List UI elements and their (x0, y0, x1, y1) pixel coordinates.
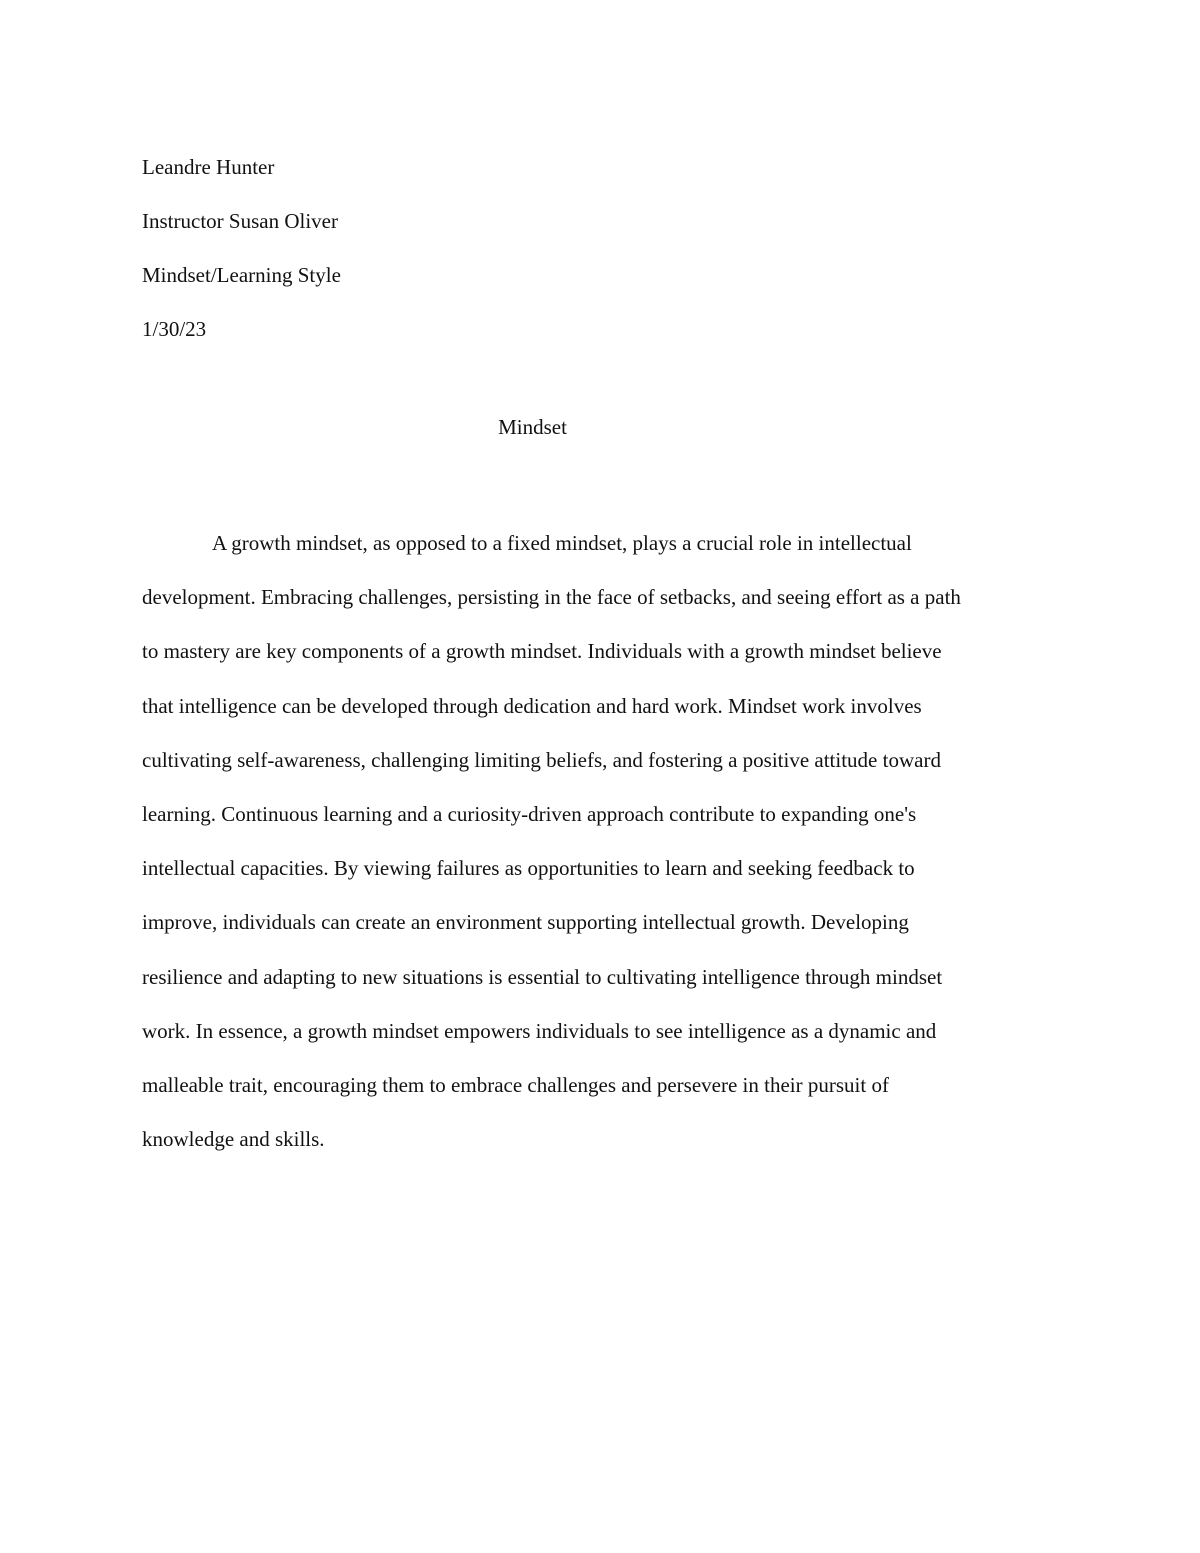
course-title: Mindset/Learning Style (142, 263, 341, 287)
body-line: that intelligence can be developed through dedication and hard work. Mindset work involves (142, 693, 922, 718)
essay-title: Mindset (498, 415, 567, 439)
body-line: development. Embracing challenges, persisting in the face of setbacks, and seeing effort as a path (142, 585, 961, 610)
body-line: knowledge and skills. (142, 1127, 325, 1152)
body-line: resilience and adapting to new situations is essential to cultivating intelligence through mindset (142, 964, 943, 989)
document-date: 1/30/23 (142, 317, 207, 341)
essay-body (142, 516, 1064, 1166)
body-line: work. In essence, a growth mindset empowers individuals to see intelligence as a dynamic and (142, 1018, 937, 1043)
body-line: improve, individuals can create an environment supporting intellectual growth. Developing (142, 910, 909, 935)
author-name: Leandre Hunter (142, 155, 275, 179)
body-line: learning. Continuous learning and a curiosity-driven approach contribute to expanding one's (142, 801, 917, 826)
body-line: to mastery are key components of a growth mindset. Individuals with a growth mindset believe (142, 639, 942, 664)
body-line: A growth mindset, as opposed to a fixed mindset, plays a crucial role in intellectual (212, 531, 912, 555)
body-line: malleable trait, encouraging them to embrace challenges and persevere in their pursuit of (142, 1072, 889, 1097)
body-line: cultivating self-awareness, challenging limiting beliefs, and fostering a positive attitude toward (142, 747, 941, 772)
body-line: intellectual capacities. By viewing failures as opportunities to learn and seeking feedback to (142, 856, 915, 881)
document-heading-block (142, 140, 1042, 356)
instructor-name: Instructor Susan Oliver (142, 209, 338, 233)
